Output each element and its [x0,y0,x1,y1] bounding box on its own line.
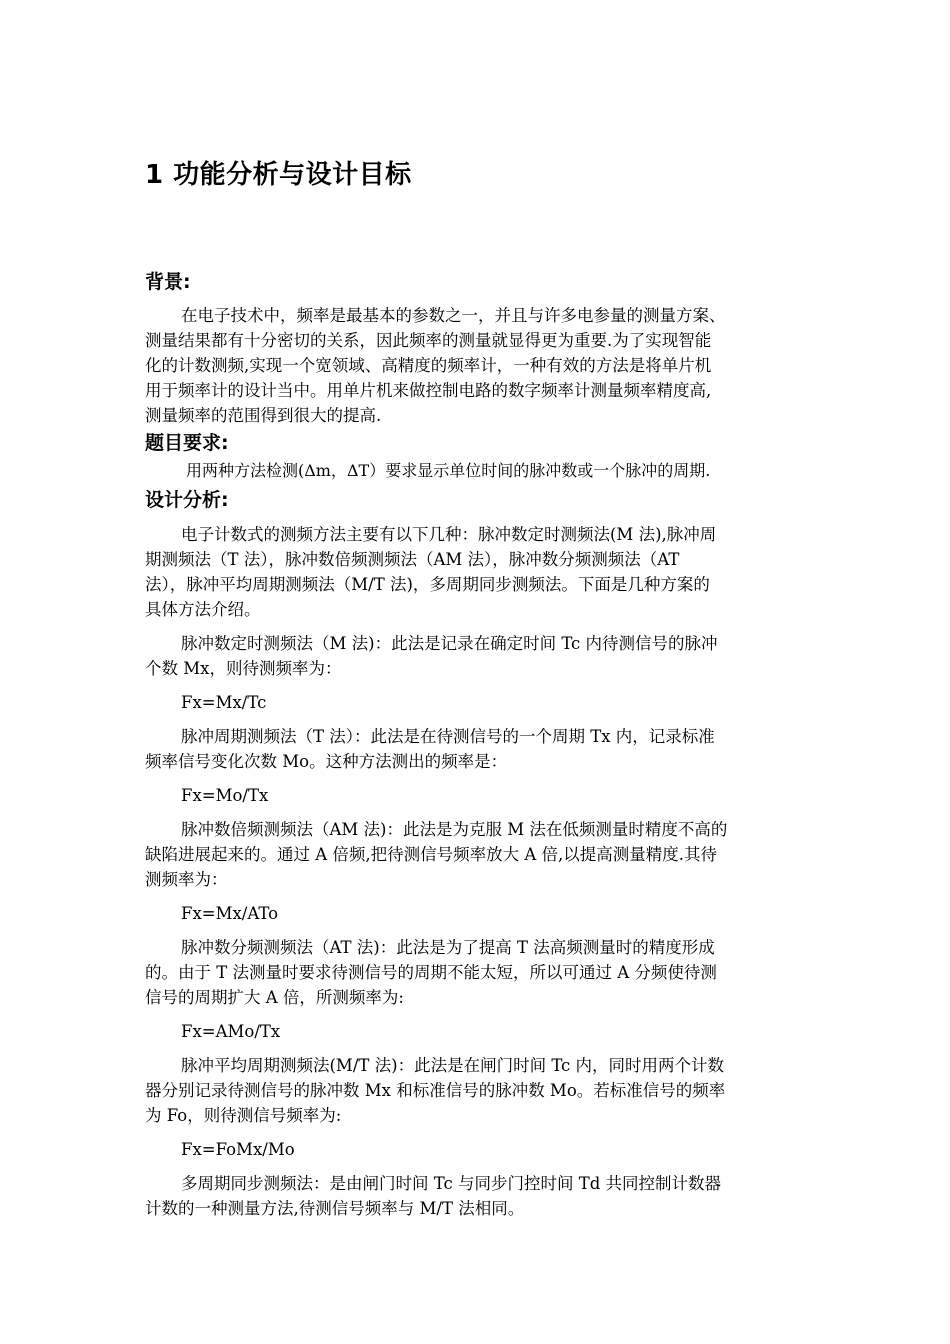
page-content [145,155,810,1221]
mt-method-paragraph: 脉冲平均周期测频法(M/T 法)：此法是在闸门时间 Tc 内，同时用两个计数 器分别记录待测信号的脉冲数 Mx 和标准信号的脉冲数 Mo。若标准信号的频率 为 Fo，则待测信号频率为: [145,1056,726,1125]
sync-method-paragraph: 多周期同步测频法：是由闸门时间 Tc 与同步门控时间 Td 共同控制计数器 计数的一种测量方法,待测信号频率与 M/T 法相同。 [145,1174,722,1218]
background-paragraph: 在电子技术中，频率是最基本的参数之一，并且与许多电参量的测量方案、 测量结果都有十分密切的关系，因此频率的测量就显得更为重要.为了实现智能 化的计数测频,实现一个宽领域、高精度的频率计，一种有效的方法是将单片机 用于频率计的设计当中。用单片机来做控制电路的数字频率计测量频率精度高, 测量频率的范围得到很大的提高. [145,306,726,425]
chapter-title: 1 功能分析与设计目标 [145,160,412,190]
requirement-paragraph: 用两种方法检测(Δm，ΔT）要求显示单位时间的脉冲数或一个脉冲的周期. [186,461,711,480]
m-method-formula: Fx=Mx/Tc [181,693,267,712]
mt-method-formula: Fx=FoMx/Mo [181,1140,295,1159]
analysis-heading: 设计分析: [145,489,229,511]
requirement-heading: 题目要求: [145,432,229,454]
am-method-formula: Fx=Mx/ATo [181,904,279,923]
t-method-formula: Fx=Mo/Tx [181,786,269,805]
background-heading: 背景: [145,271,191,293]
analysis-intro-paragraph: 电子计数式的测频方法主要有以下几种：脉冲数定时测频法(M 法),脉冲周 期测频法（T 法），脉冲数倍频测频法（AM 法），脉冲数分频测频法（AT 法），脉冲平均周期测频法（M/T 法)，多周期同步测频法。下面是几种方案的 具体方法介绍。 [145,525,717,619]
at-method-paragraph: 脉冲数分频测频法（AT 法)：此法是为了提高 T 法高频测量时的精度形成 的。由于 T 法测量时要求待测信号的周期不能太短，所以可通过 A 分频使待测 信号的周期扩大 A 倍，所测频率为: [145,938,717,1007]
at-method-formula: Fx=AMo/Tx [181,1022,281,1041]
m-method-paragraph: 脉冲数定时测频法（M 法)：此法是记录在确定时间 Tc 内待测信号的脉冲 个数 Mx，则待测频率为： [145,634,718,678]
t-method-paragraph: 脉冲周期测频法（T 法）：此法是在待测信号的一个周期 Tx 内，记录标准 频率信号变化次数 Mo。这种方法测出的频率是： [145,727,715,771]
am-method-paragraph: 脉冲数倍频测频法（AM 法)：此法是为克服 M 法在低频测量时精度不高的 缺陷进展起来的。通过 A 倍频,把待测信号频率放大 A 倍,以提高测量精度.其待 测频率为： [145,820,728,889]
